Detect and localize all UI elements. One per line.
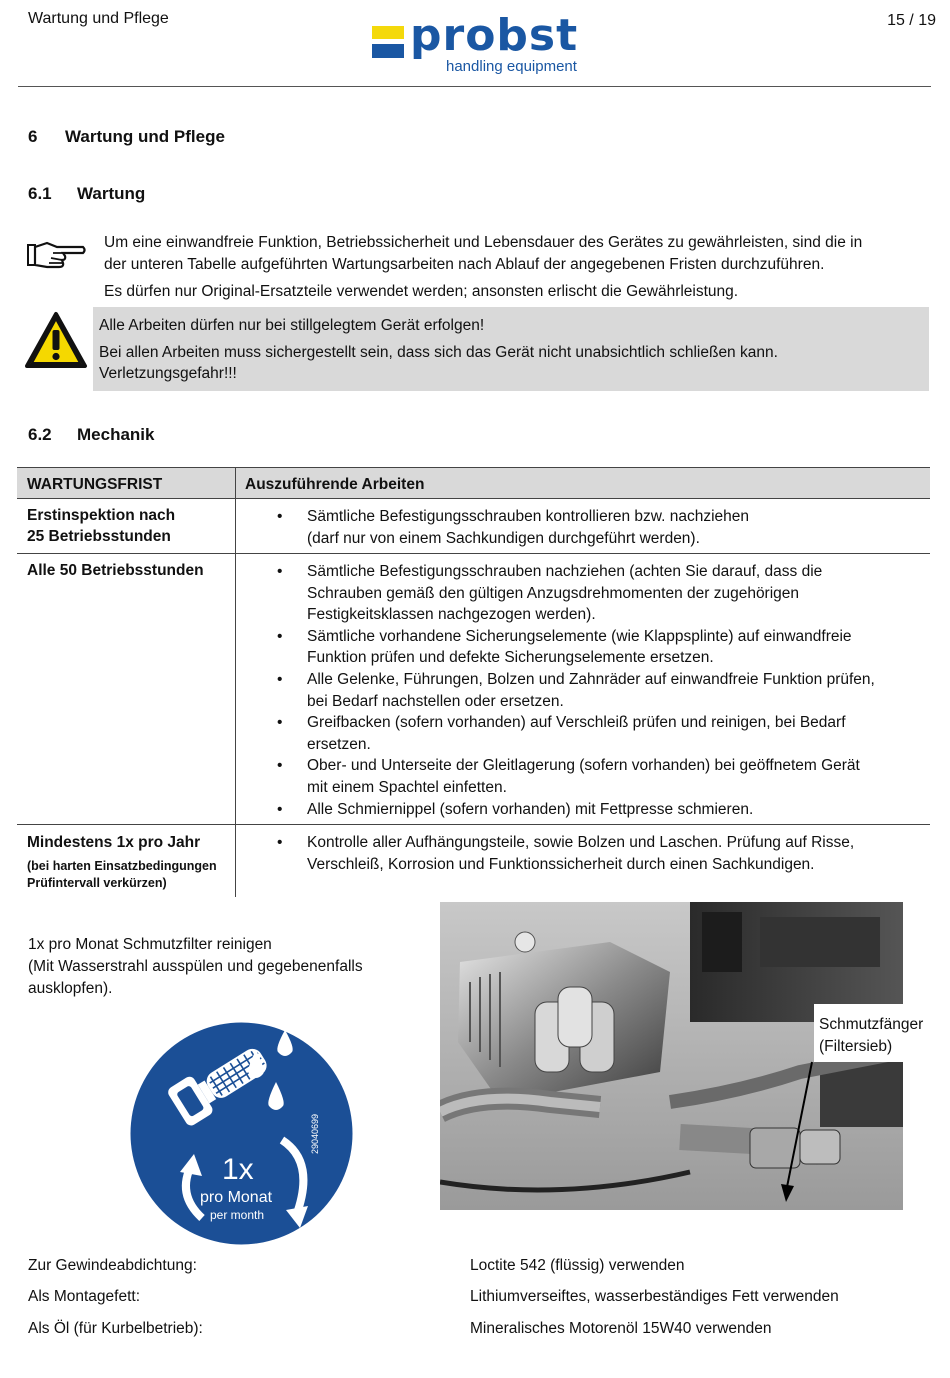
monthly-filter-badge <box>130 1022 353 1245</box>
photo-label-line-1: Schmutzfänger <box>819 1016 924 1033</box>
probst-logo <box>372 10 602 78</box>
badge-pro-monat: pro Monat <box>200 1189 273 1206</box>
section-6-1-heading <box>28 184 145 204</box>
badge-per-month: per month <box>210 1208 265 1222</box>
section-number: 6 <box>28 127 38 146</box>
spec-label-3: Als Öl (für Kurbelbetrieb): <box>28 1320 203 1337</box>
row-divider <box>17 824 930 825</box>
section-title: Mechanik <box>77 425 155 444</box>
row-3-note-line-2: Prüfintervall verkürzen) <box>27 876 167 890</box>
section-number: 6.2 <box>28 425 52 444</box>
section-6-2-heading <box>28 425 154 445</box>
list-item: • Sämtliche Befestigungsschrauben kontrollieren bzw. nachziehen (darf nur von einem Sachkundigen durchgeführt werden). <box>275 506 925 549</box>
row-2-task-list <box>275 561 925 820</box>
section-number: 6.1 <box>28 184 52 203</box>
header-tasks: Auszuführende Arbeiten <box>245 476 425 493</box>
logo-subtitle: handling equipment <box>446 58 577 75</box>
note-line-2: der unteren Tabelle aufgeführten Wartungsarbeiten nach Ablauf der angegebenen Fristen durchzuführen. <box>104 256 825 273</box>
spec-value-3: Mineralisches Motorenöl 15W40 verwenden <box>470 1320 772 1337</box>
page-number: 15 / 19 <box>887 12 936 29</box>
row-1-interval-line-2: 25 Betriebsstunden <box>27 528 171 545</box>
section-title: Wartung <box>77 184 146 203</box>
warning-triangle-icon <box>24 311 88 369</box>
list-item: • Kontrolle aller Aufhängungsteile, sowie Bolzen und Laschen. Prüfung auf Risse, Verschleiß, Korrosion und Funktionssicherheit durch einen Sachkundigen. <box>275 832 925 875</box>
filter-line-2: (Mit Wasserstrahl ausspülen und gegebenenfalls <box>28 958 363 975</box>
spec-value-1: Loctite 542 (flüssig) verwenden <box>470 1257 685 1274</box>
badge-frequency: 1x <box>222 1153 254 1186</box>
header-section-title: Wartung und Pflege <box>28 10 169 27</box>
pointing-hand-icon <box>27 238 87 272</box>
logo-blue-bar <box>372 44 404 58</box>
row-3-interval: Mindestens 1x pro Jahr <box>27 834 201 851</box>
filter-line-3: ausklopfen). <box>28 980 113 997</box>
list-item: • Sämtliche Befestigungsschrauben nachziehen (achten Sie darauf, dass die Schrauben gemäß den gültigen Anzugsdrehmomenten der zugehörigen Festigkeitsklassen nachgezogen werden). <box>275 561 925 626</box>
pump-photo-illustration <box>440 902 903 1210</box>
warning-box <box>93 307 929 391</box>
warning-line-2: Bei allen Arbeiten muss sichergestellt sein, dass sich das Gerät nicht unabsichtlich schließen kann. <box>99 344 778 361</box>
list-item: • Alle Schmiernippel (sofern vorhanden) mit Fettpresse schmieren. <box>275 799 925 821</box>
photo-label-line-2: (Filtersieb) <box>819 1038 893 1055</box>
logo-word: probst <box>410 10 579 61</box>
list-item: • Sämtliche vorhandene Sicherungselemente (wie Klappsplinte) auf einwandfreie Funktion prüfen und defekte Sicherungselemente ersetzen. <box>275 626 925 669</box>
spec-label-2: Als Montagefett: <box>28 1288 141 1305</box>
pump-photo <box>440 902 924 1210</box>
column-divider <box>235 467 236 897</box>
header-interval: WARTUNGSFRIST <box>27 476 163 493</box>
row-2-interval: Alle 50 Betriebsstunden <box>27 562 204 579</box>
header-divider <box>18 86 931 87</box>
row-3-task-list <box>275 832 925 875</box>
logo-yellow-bar <box>372 26 404 39</box>
row-3-note-line-1: (bei harten Einsatzbedingungen <box>27 859 217 873</box>
row-1-interval-line-1: Erstinspektion nach <box>27 507 176 524</box>
section-6-heading <box>28 127 225 147</box>
section-title: Wartung und Pflege <box>65 127 225 146</box>
warning-line-1: Alle Arbeiten dürfen nur bei stillgelegtem Gerät erfolgen! <box>99 317 485 334</box>
table-header <box>17 467 930 499</box>
note-line-3: Es dürfen nur Original-Ersatzteile verwendet werden; ansonsten erlischt die Gewährleistung. <box>104 283 739 300</box>
warning-line-3: Verletzungsgefahr!!! <box>99 365 237 382</box>
list-item: • Greifbacken (sofern vorhanden) auf Verschleiß prüfen und reinigen, bei Bedarf ersetzen. <box>275 712 925 755</box>
note-line-1: Um eine einwandfreie Funktion, Betriebssicherheit und Lebensdauer des Gerätes zu gewährleisten, sind die in <box>104 234 863 251</box>
filter-line-1: 1x pro Monat Schmutzfilter reinigen <box>28 936 272 953</box>
row-divider <box>17 553 930 554</box>
spec-label-1: Zur Gewindeabdichtung: <box>28 1257 197 1274</box>
list-item: • Alle Gelenke, Führungen, Bolzen und Zahnräder auf einwandfreie Funktion prüfen, bei Bedarf nachstellen oder ersetzen. <box>275 669 925 712</box>
row-1-task-list <box>275 506 925 549</box>
badge-code: 29040699 <box>310 1113 320 1154</box>
spec-value-2: Lithiumverseiftes, wasserbeständiges Fett verwenden <box>470 1288 839 1305</box>
list-item: • Ober- und Unterseite der Gleitlagerung (sofern vorhanden) bei geöffnetem Gerät mit einem Spachtel einfetten. <box>275 755 925 798</box>
